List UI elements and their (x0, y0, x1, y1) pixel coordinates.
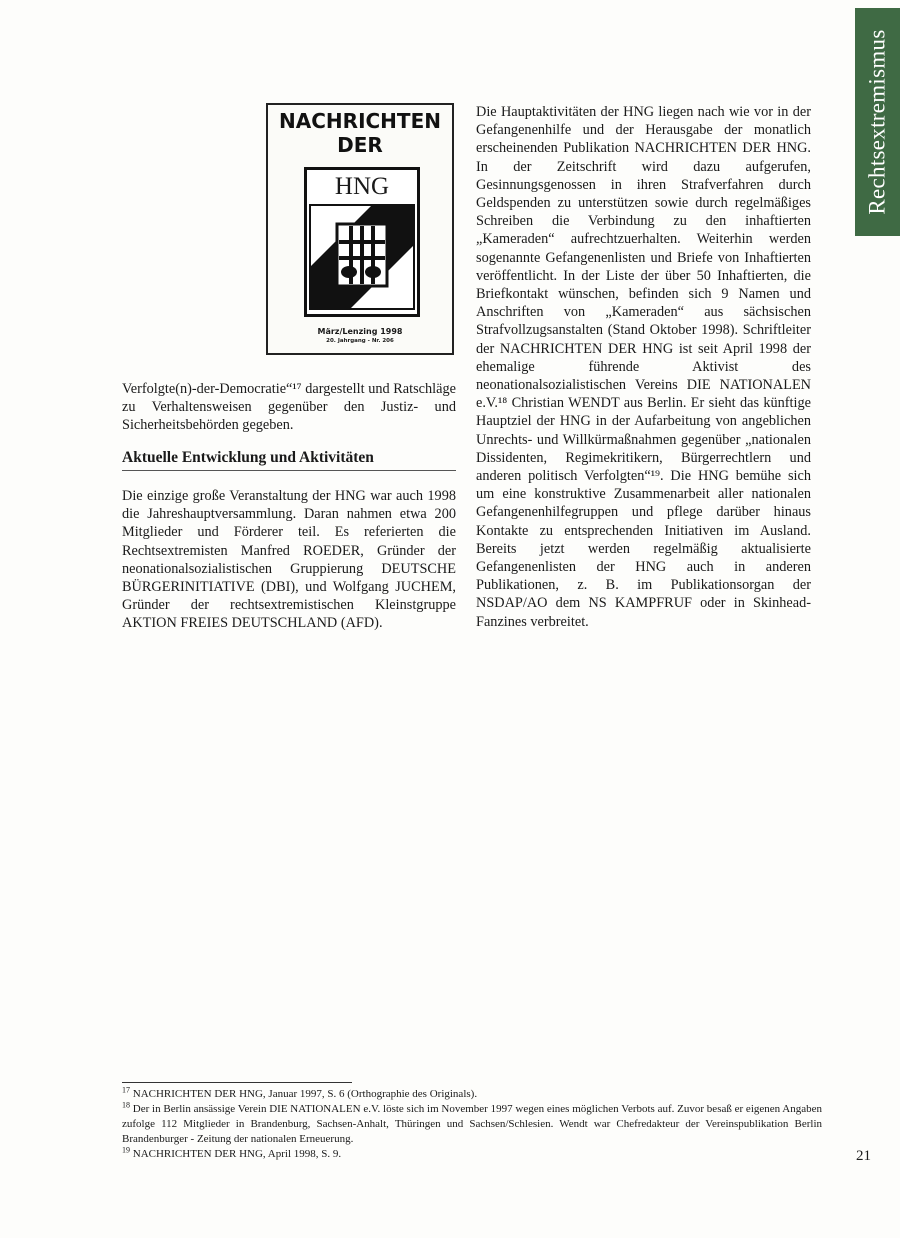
cover-title (268, 109, 452, 157)
footnote (122, 1147, 822, 1162)
section-tab (855, 8, 900, 236)
section-tab-label: Rechtsextremismus (864, 29, 890, 215)
cover-caption-date: März/Lenzing 1998 (317, 327, 403, 336)
cover-frame (304, 167, 420, 317)
magazine-cover-image (266, 103, 454, 355)
footnote-divider (122, 1082, 352, 1083)
footnote-mark: 19 (122, 1145, 130, 1155)
footnote (122, 1102, 822, 1147)
footnote-text: Der in Berlin ansässige Verein DIE NATIONALEN e.V. löste sich im November 1997 wegen eines möglichen Verbots auf. Zuvor besaß er eigenen Angaben zufolge 112 Mitglieder in Brandenburg, Sachsen-Anhalt, Thüringen und Sachsen/Schlesien. Wendt war Chefredakteur der Vereinspublikation Berlin Brandenburger - Zeitung der nationalen Erneuerung. (122, 1103, 823, 1145)
cover-title-line1: NACHRICHTEN (279, 109, 441, 133)
footnote-mark: 17 (122, 1085, 130, 1095)
cover-hng: HNG (334, 173, 390, 200)
footnote-mark: 18 (122, 1100, 130, 1110)
cover-caption-issue: 20. Jahrgang - Nr. 206 (326, 338, 394, 344)
cover-title-line2: DER (337, 133, 383, 157)
footnote-text: NACHRICHTEN DER HNG, Januar 1997, S. 6 (Orthographie des Originals). (132, 1088, 478, 1100)
page-number: 21 (856, 1148, 871, 1164)
section-heading: Aktuelle Entwicklung und Aktivitäten (122, 449, 374, 466)
heading-divider (122, 470, 456, 471)
cover-caption (268, 327, 452, 345)
footnote (122, 1087, 822, 1102)
right-body-paragraph: Die Hauptaktivitäten der HNG liegen nach wie vor in der Gefangenenhilfe und der Herausgabe der monatlich erscheinenden Publikation NACHRICHTEN DER HNG. In der Zeitschrift wird dazu aufgerufen, Gesinnungsgenossen in ihren Strafverfahren durch Geldspenden zu unterstützen sowie durch regelmäßiges Schreiben die Verbindung zu den inhaftierten „Kameraden“ aufrechtzuerhalten. Weiterhin werden sogenannte Gefangenenlisten und Briefe von Inhaftierten veröffentlicht. In der Liste der über 50 Inhaftierten, die Briefkontakt wünschen, befinden sich 9 Namen und Anschriften von „Kameraden“ aus sächsischen Strafvollzugsanstalten (Stand Oktober 1998). Schriftleiter der NACHRICHTEN DER HNG ist seit April 1998 der ehemalige führende Aktivist des neonationalsozialistischen Vereins DIE NATIONALEN e.V.¹⁸ Christian WENDT aus Berlin. Er sieht das künftige Hauptziel der HNG in der Aufarbeitung von angeblichen Unrechts- und Willkürmaßnahmen gegenüber „nationalen Dissidenten, Regimekritikern, Bürgerrechtlern und anderen politisch Verfolgten“¹⁹. Die HNG bemühe sich um eine konstruktive Zusammenarbeit aller nationalen Gefangenenhilfegruppen und pflege darüber hinaus Kontakte zu entsprechenden Initiativen im Ausland. Bereits jetzt werden regelmäßig aktualisierte Gefangenenlisten der HNG auch in anderen Publikationen, z. B. im Publikationsorgan der NSDAP/AO dem NS KAMPFRUF oder in Skinhead-Fanzines verbreitet. (476, 104, 811, 630)
footnotes (122, 1087, 822, 1162)
left-body-paragraph: Die einzige große Veranstaltung der HNG war auch 1998 die Jahreshauptversammlung. Daran nahmen etwa 200 Mitglieder und Förderer teil. Es referierten die Rechtsextremisten Manfred ROEDER, Gründer der neonationalsozialistischen Gruppierung DEUTSCHE BÜRGERINITIATIVE (DBI), und Wolfgang JUCHEM, Gründer der rechtsextremistischen Kleinstgruppe AKTION FREIES DEUTSCHLAND (AFD). (122, 488, 456, 632)
footnote-text: NACHRICHTEN DER HNG, April 1998, S. 9. (132, 1148, 342, 1160)
prison-bars-emblem-icon (309, 204, 415, 310)
left-intro-paragraph: Verfolgte(n)-der-Democratie“¹⁷ dargestellt und Ratschläge zu Verhaltensweisen gegenüber den Justiz- und Sicherheitsbehörden gegeben. (122, 381, 456, 434)
